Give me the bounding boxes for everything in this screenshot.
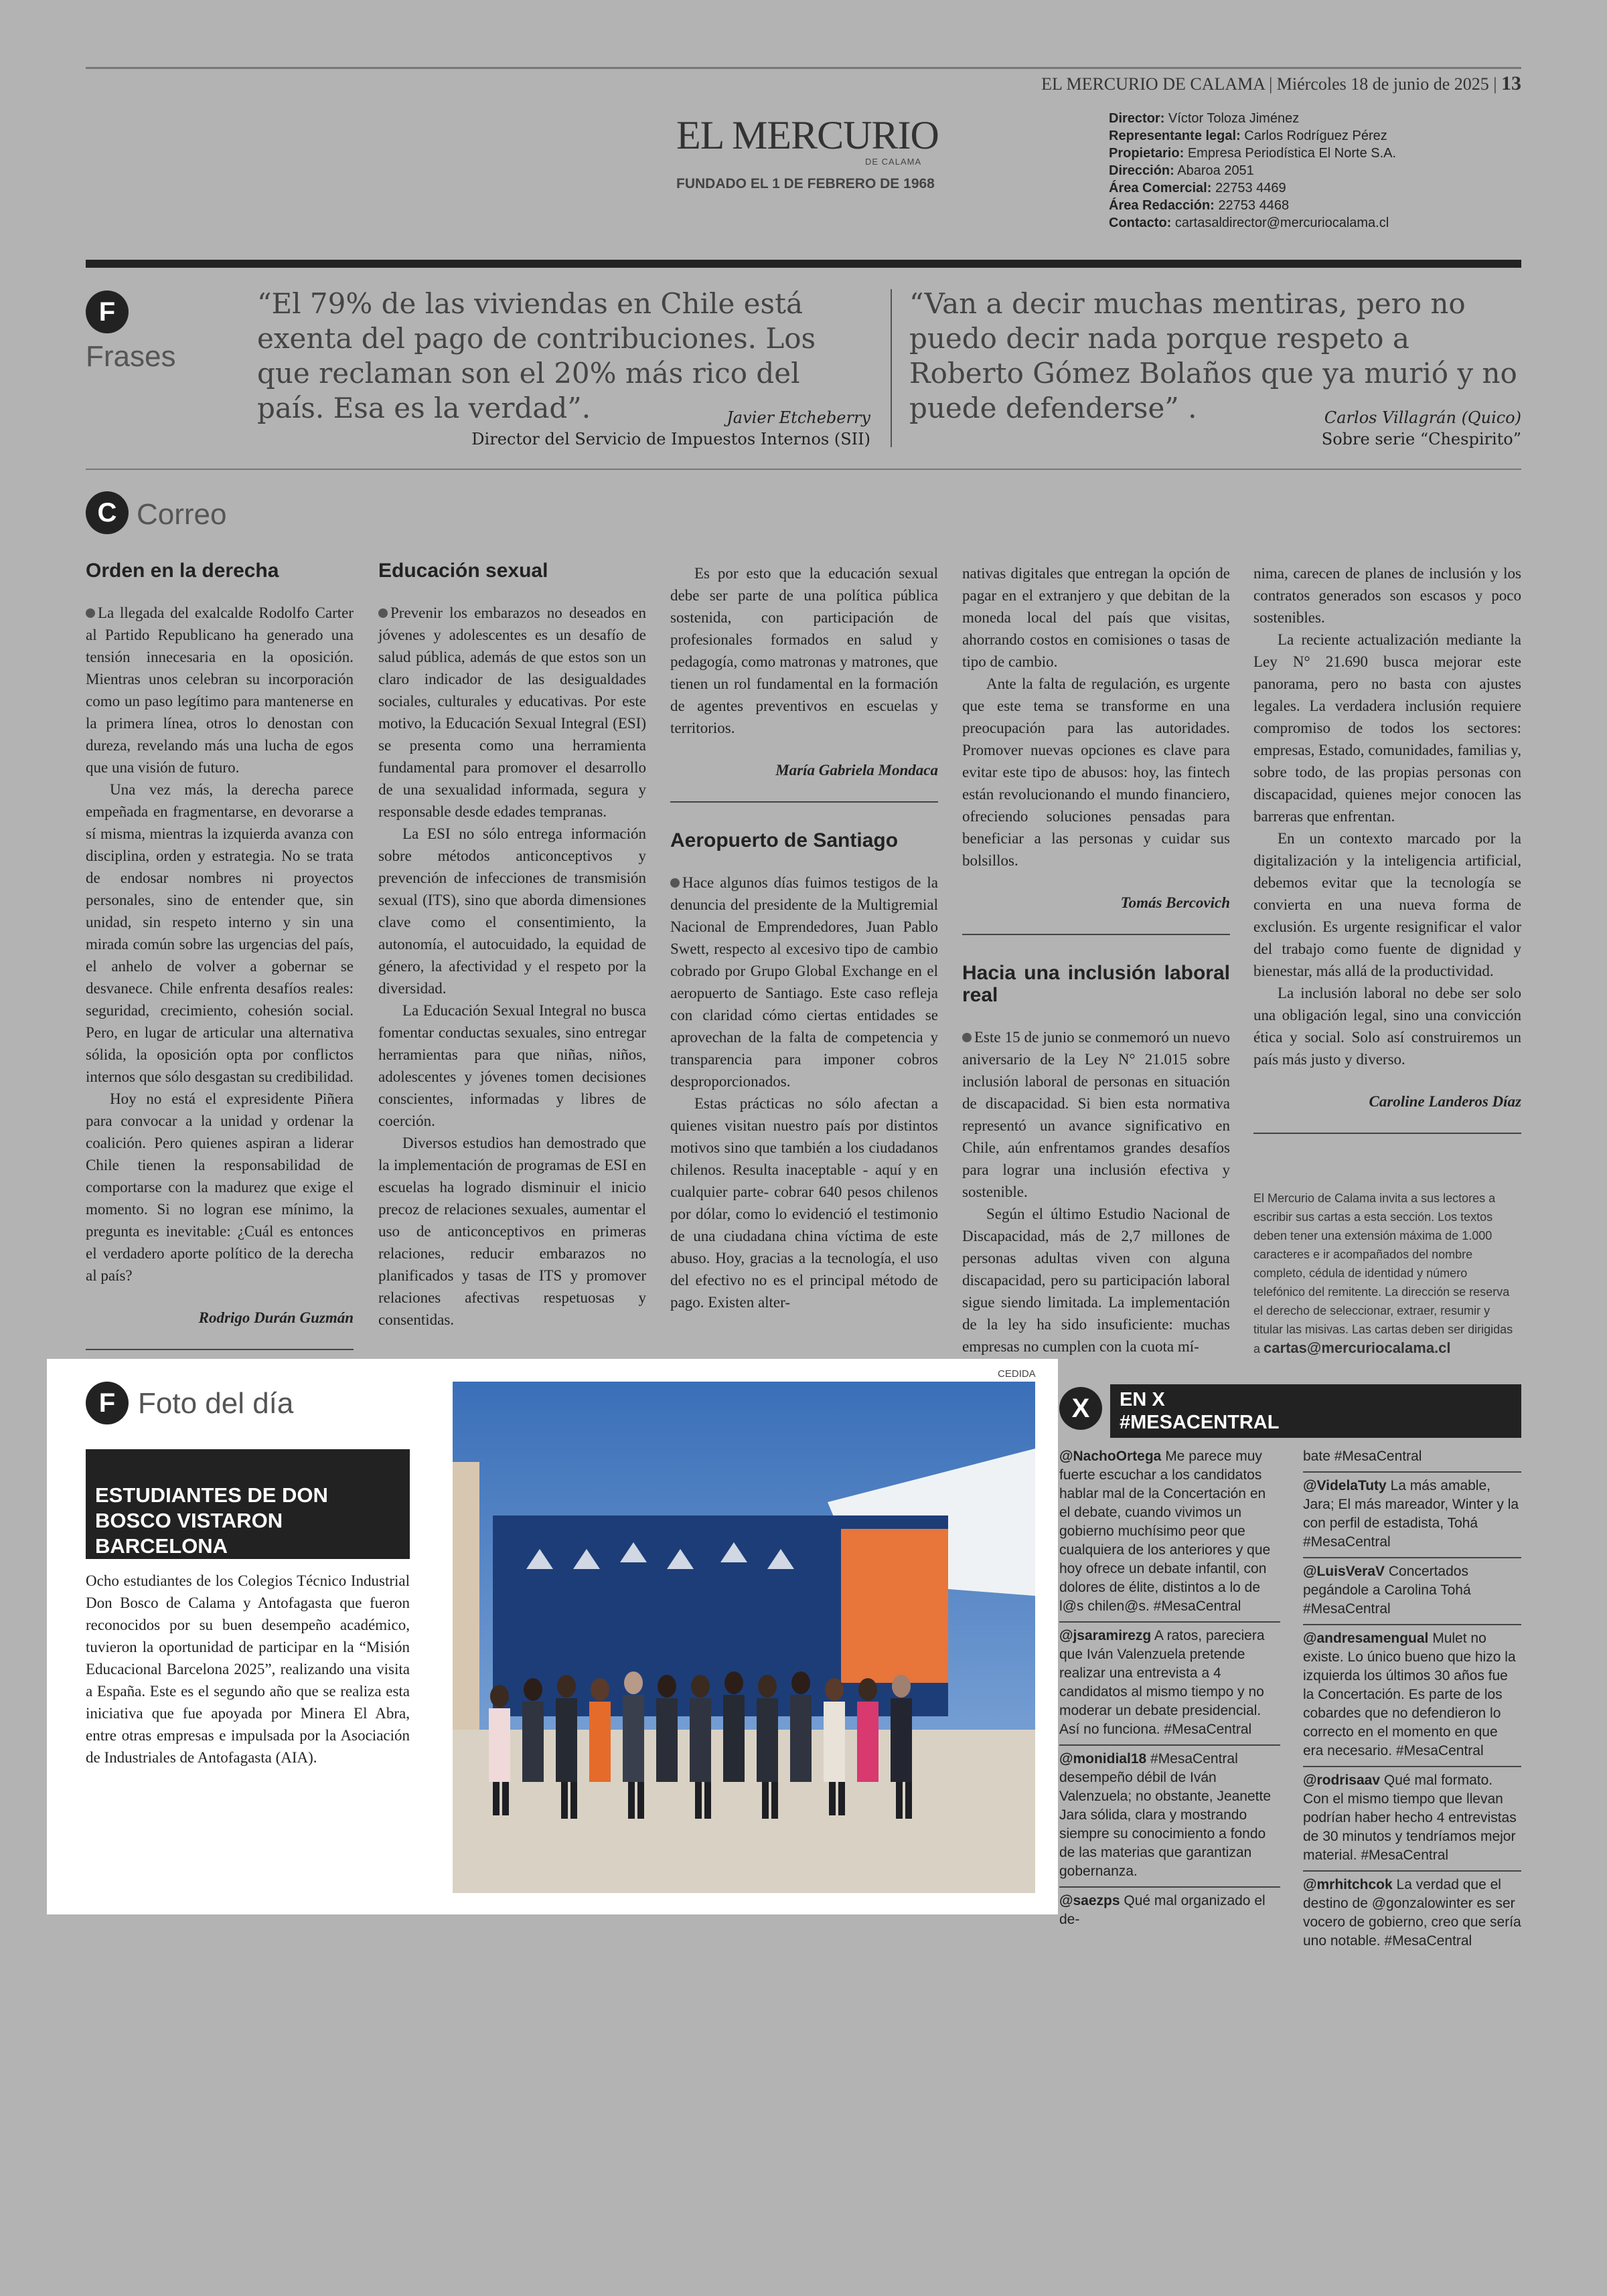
foto-title: Foto del día (138, 1387, 294, 1420)
bullet-icon (962, 1033, 972, 1042)
letter-paragraph: Ante la falta de regulación, es urgente que este tema se transforme en una preocupación para las autoridades. Promover nuevas opciones es clave para evitar este tipo de abusos: hoy, las fintech están revolucionando el mundo financiero, ofreciendo soluciones pensadas para beneficiar a las personas y cuidar sus bolsillos. (962, 675, 1230, 869)
tweet: @jsaramirezg A ratos, pareciera que Iván Valenzuela pretende realizar una entrevista a 4 candidatos al mismo tiempo y no moderar un debate presidencial. Así no funciona. #MesaCentral (1059, 1623, 1280, 1746)
letter-paragraph: Estas prácticas no sólo afectan a quienes visitan nuestro país por distintos motivos sino que también a los ciudadanos chilenos. Resulta inaceptable - aquí y en cualquier parte- cobrar 640 pesos chilenos por dólar, como lo evidenció el testimonio de una ciudadana china víctima de este abuso. Hoy, gracias a la tecnología, el uso del efectivo no es el principal método de pago. Existen alter- (670, 1095, 938, 1311)
tweet: @LuisVeraV Concertados pegándole a Carolina Tohá #MesaCentral (1303, 1558, 1521, 1625)
letter-column-5 (1253, 562, 1521, 1161)
page-info (1041, 72, 1521, 95)
staff-row: Propietario: Empresa Periodística El Norte S.A. (1109, 146, 1397, 161)
letter-separator (1253, 1133, 1521, 1134)
letter-paragraph: La llegada del exalcalde Rodolfo Carter al Partido Republicano ha generado una tensión innecesaria en la oposición. Mientras unos celebran su incorporación como un paso legítimo para mantenerse en la primera línea, otros lo denostan con dureza, revelando más una lucha de egos que una visión de futuro. (86, 604, 354, 776)
letter-paragraph: Prevenir los embarazos no deseados en jóvenes y adolescentes es un desafío de salud pública, además de que estos son un claro indicador de las desigualdades sociales, culturales y educativas. Por este motivo, la Educación Sexual Integral (ESI) se presenta como una herramienta fundamental para promover el desarrollo de una sexualidad informada, segura y responsable desde edades tempranas. (378, 604, 646, 820)
staff-row: Dirección: Abaroa 2051 (1109, 163, 1254, 178)
letter-title: Hacia una inclusión laboral real (962, 962, 1230, 1006)
letter-paragraph: En un contexto marcado por la digitalización y la inteligencia artificial, debemos evitar que la tecnología se convierta en una nueva forma de exclusión. Es urgente resignificar el valor del trabajo como fuente de dignidad y bienestar, más allá de la productividad. (1253, 830, 1521, 979)
letter-paragraph: Es por esto que la educación sexual debe ser parte de una política pública sostenida, con participación de profesionales formados en salud y pedagogía, como matronas y matrones, que tienen un rol fundamental en la formación de agentes preventivos en escuelas y territorios. (670, 565, 938, 736)
column-end-rule (86, 1349, 354, 1350)
bullet-icon (378, 608, 388, 618)
page-info-text: EL MERCURIO DE CALAMA | Miércoles 18 de junio de 2025 | (1041, 74, 1497, 94)
staff-row: Representante legal: Carlos Rodríguez Pérez (1109, 129, 1387, 143)
letter-column-1 (86, 560, 354, 1350)
letter-paragraph: nima, carecen de planes de inclusión y los contratos generados son escasos y poco sostenibles. (1253, 565, 1521, 626)
foto-caption: Ocho estudiantes de los Colegios Técnico Industrial Don Bosco de Calama y Antofagasta que fueron reconocidos por su buen desempeño académico, tuvieron la oportunidad de participar en la “Misión Educacional Barcelona 2025”, realizando una visita a España. Este es el segundo año que se realiza esta iniciativa que fue apoyada por Minera El Abra, entre otras empresas e impulsada por la Asociación de Industriales de Antofagasta (AIA). (86, 1572, 410, 1766)
letter-paragraph: La inclusión laboral no debe ser solo una obligación legal, sino una convicción ética y social. Solo así construiremos un país más justo y diverso. (1253, 985, 1521, 1068)
contact-email-link[interactable]: cartas@mercuriocalama.cl (1264, 1339, 1451, 1356)
quote-divider (891, 289, 892, 447)
tweet-user[interactable]: @VidelaTuty (1303, 1478, 1387, 1493)
bullet-icon (86, 608, 95, 618)
quote-1-attribution (469, 407, 870, 450)
quote-2-attribution (1120, 407, 1521, 450)
header-divider (86, 260, 1521, 268)
tweet: @saezps Qué mal organizado el de- (1059, 1893, 1266, 1927)
staff-row: Área Comercial: 22753 4469 (1109, 181, 1286, 195)
tweets-column-1 (1059, 1443, 1280, 1935)
tweet: @VidelaTuty La más amable, Jara; El más mareador, Winter y la con perfil de estadista, Tohá #MesaCentral (1303, 1473, 1521, 1558)
correo-letter-icon: C (86, 491, 129, 534)
page-number: 13 (1501, 72, 1521, 94)
tweet-user[interactable]: @mrhitchcok (1303, 1877, 1393, 1892)
letter-separator (962, 934, 1230, 935)
quote-2-author: Carlos Villagrán (Quico) (1324, 408, 1521, 427)
tweet: @mrhitchcok La verdad que el destino de @gonzalowinter es ser vocero de gobierno, creo que sería uno notable. #MesaCentral (1303, 1877, 1521, 1949)
letter-paragraph: Hoy no está el expresidente Piñera para convocar a la unidad y ordenar la coalición. Pero quienes aspiran a liderar Chile tienen la responsabilidad de comportarse con la madurez que exige el momento. Si no logran ese mínimo, la pregunta es inevitable: ¿Cuál es entonces el verdadero aporte político de la derecha al país? (86, 1090, 354, 1284)
letter-paragraph: La Educación Sexual Integral no busca fomentar conductas sexuales, sino entregar herramientas para que niñas, niños, adolescentes y jóvenes tomen decisiones conscientes, informadas y libres de coerción. (378, 1002, 646, 1129)
tweet: @andresamengual Mulet no existe. Lo único bueno que hizo la izquierda los últimos 30 años fue la Concertación. Es parte de los cobardes que no defendieron lo correcto en el momento en que era necesario. #MesaCentral (1303, 1625, 1521, 1767)
tweet-user[interactable]: @NachoOrtega (1059, 1449, 1162, 1464)
letter-title: Orden en la derecha (86, 560, 279, 582)
letter-separator (670, 801, 938, 803)
photo-credit: CEDIDA (998, 1368, 1036, 1380)
x-section-title-2: #MESACENTRAL (1120, 1412, 1280, 1433)
tweet-user[interactable]: @rodrisaav (1303, 1773, 1381, 1788)
tweet-user[interactable]: @jsaramirezg (1059, 1628, 1152, 1643)
frases-letter-icon: F (86, 291, 129, 333)
founded-date: FUNDADO EL 1 DE FEBRERO DE 1968 (676, 176, 935, 191)
tweet: @rodrisaav Qué mal formato. Con el mismo tiempo que llevan podrían haber hecho 4 entrevistas de 30 minutos y tendríamos mejor material. #MesaCentral (1303, 1767, 1521, 1872)
letter-paragraph: La reciente actualización mediante la Ley N° 21.690 busca mejorar este panorama, pero no basta con ajustes legales. La verdadera inclusión requiere compromiso de todos los sectores: empresas, Estado, comunidades, familias y, sobre todo, de las propias personas con discapacidad, quienes mejor conocen las barreras que enfrentan. (1253, 631, 1521, 825)
correo-title: Correo (137, 498, 227, 531)
letter-column-4 (962, 562, 1230, 1358)
quote-1-role: Director del Servicio de Impuestos Internos (SII) (471, 430, 870, 448)
staff-row: Director: Víctor Toloza Jiménez (1109, 111, 1300, 126)
x-section-title-1: EN X (1120, 1389, 1165, 1410)
letter-paragraph: Este 15 de junio se conmemoró un nuevo aniversario de la Ley N° 21.015 sobre inclusión laboral de personas en situación de discapacidad. Si bien esta normativa representó un avance significativo en Chile, aún enfrentamos grandes desafíos para lograr una inclusión efectiva y sostenible. (962, 1029, 1230, 1200)
tweet-user[interactable]: @LuisVeraV (1303, 1564, 1385, 1579)
letter-column-2 (378, 560, 646, 1331)
letter-signature: María Gabriela Mondaca (775, 762, 938, 778)
foto-headline: ESTUDIANTES DE DON BOSCO VISTARON BARCELONA (86, 1449, 410, 1559)
quote-2-role: Sobre serie “Chespirito” (1321, 430, 1521, 448)
group-photo-illustration (453, 1382, 1035, 1893)
letter-paragraph: Según el último Estudio Nacional de Discapacidad, más de 2,7 millones de personas adultas viven con alguna discapacidad, pero su participación laboral sigue siendo limitada. La implementación de la ley ha sido insuficiente: muchas empresas no cumplen con la cuota mí- (962, 1206, 1230, 1355)
letter-paragraph: nativas digitales que entregan la opción de pagar en el extranjero y que debitan de la moneda local del país que visitas, ahorrando costos en comisiones o tasas de tipo de cambio. (962, 565, 1230, 670)
frases-title: Frases (86, 340, 176, 373)
bullet-icon (670, 878, 680, 888)
foto-letter-icon: F (86, 1382, 129, 1424)
submission-note: El Mercurio de Calama invita a sus lectores a escribir sus cartas a esta sección. Los textos deben tener una extensión máxima de 1.000 caracteres e ir acompañados del nombre completo, cédula de identidad y número telefónico del remitente. La dirección se reserva el derecho de seleccionar, extraer, resumir y titular las misivas. Las cartas deben ser dirigidas a cartas@mercuriocalama.cl (1253, 1192, 1513, 1356)
tweet: bate #MesaCentral (1303, 1443, 1521, 1473)
letter-paragraph: La ESI no sólo entrega información sobre métodos anticonceptivos y prevención de infecciones de transmisión sexual (ITS), sino que aborda dimensiones clave como el consentimiento, la autonomía, el autocuidado, la equidad de género, la afectividad y el respeto por la diversidad. (378, 825, 646, 997)
staff-row: Área Redacción: 22753 4468 (1109, 198, 1290, 213)
letter-paragraph: Hace algunos días fuimos testigos de la denuncia del presidente de la Multigremial Nacional de Emprendedores, Juan Pablo Swett, respecto al excesivo tipo de cambio cobrado por Grupo Global Exchange en el aeropuerto de Santiago. Este caso refleja con claridad cómo ciertas entidades se aprovechan de la falta de competencia y transparencia para imponer cobros desproporcionados. (670, 874, 938, 1090)
tweet-user[interactable]: @saezps (1059, 1893, 1120, 1908)
tweet: @NachoOrtega Me parece muy fuerte escuchar a los candidatos hablar mal de la Concertación en el debate, cuando vivimos un gobierno muchísimo peor que cualquiera de los anteriores y que hoy ofrece un debate infantil, con dolores de élite, distintos a lo de l@s chilen@s. #MesaCentral (1059, 1443, 1280, 1623)
tweet: @monidial18 #MesaCentral desempeño débil de Iván Valenzuela; no obstante, Jeanette Jara sólida, clara y mostrando siempre su conocimiento a fondo de las materias que garantizan gobernanza. (1059, 1746, 1280, 1888)
logo-subtitle: DE CALAMA (865, 157, 922, 167)
group-photo (453, 1382, 1035, 1893)
letter-title: Aeropuerto de Santiago (670, 829, 899, 851)
x-section-header (1110, 1384, 1521, 1438)
letter-signature: Caroline Landeros Díaz (1369, 1093, 1521, 1110)
frases-bottom-rule (86, 469, 1521, 470)
quote-1-text: “El 79% de las viviendas en Chile está exenta del pago de contribuciones. Los que reclaman son el 20% más rico del país. Esa es la verdad”. (257, 287, 816, 424)
letter-title: Educación sexual (378, 560, 548, 582)
quote-1-author: Javier Etcheberry (726, 408, 870, 427)
letter-column-3 (670, 562, 938, 1313)
tweet-user[interactable]: @andresamengual (1303, 1631, 1429, 1646)
letter-paragraph: Diversos estudios han demostrado que la implementación de programas de ESI en escuelas ha logrado disminuir el inicio precoz de relaciones sexuales, aumentar el uso de anticonceptivos en primeras relaciones, reducir embarazos no planificados y tasas de ITS y promover relaciones afectivas respetuosas y consentidas. (378, 1135, 646, 1328)
letter-signature: Rodrigo Durán Guzmán (198, 1309, 354, 1326)
tweet-user[interactable]: @monidial18 (1059, 1751, 1147, 1767)
staff-box (1109, 110, 1396, 232)
x-letter-icon: X (1059, 1387, 1102, 1430)
tweets-column-2 (1303, 1443, 1521, 1956)
letter-paragraph: Una vez más, la derecha parece empeñada en fragmentarse, en devorarse a sí misma, mientras la izquierda avanza con disciplina, orden y estrategia. No se trata de endosar nombres ni proyectos personales, sino de entender que, sin unidad, sin respeto interno y sin una mirada común sobre las urgencias del país, el anhelo de volver a gobernar se desvanece. Chile enfrenta desafíos reales: seguridad, crecimiento, cohesión social. Pero, en lugar de articular una alternativa sólida, la oposición opta por conflictos internos que sólo desgastan su credibilidad. (86, 781, 354, 1085)
top-rule (86, 67, 1521, 69)
newspaper-logo: EL MERCURIO (676, 113, 939, 157)
letter-signature: Tomás Bercovich (1120, 894, 1230, 911)
staff-row: Contacto: cartasaldirector@mercuriocalama.cl (1109, 216, 1389, 230)
quote-2-text: “Van a decir muchas mentiras, pero no puedo decir nada porque respeto a Roberto Gómez Bolaños que ya murió y no puede defenderse” . (909, 287, 1517, 424)
